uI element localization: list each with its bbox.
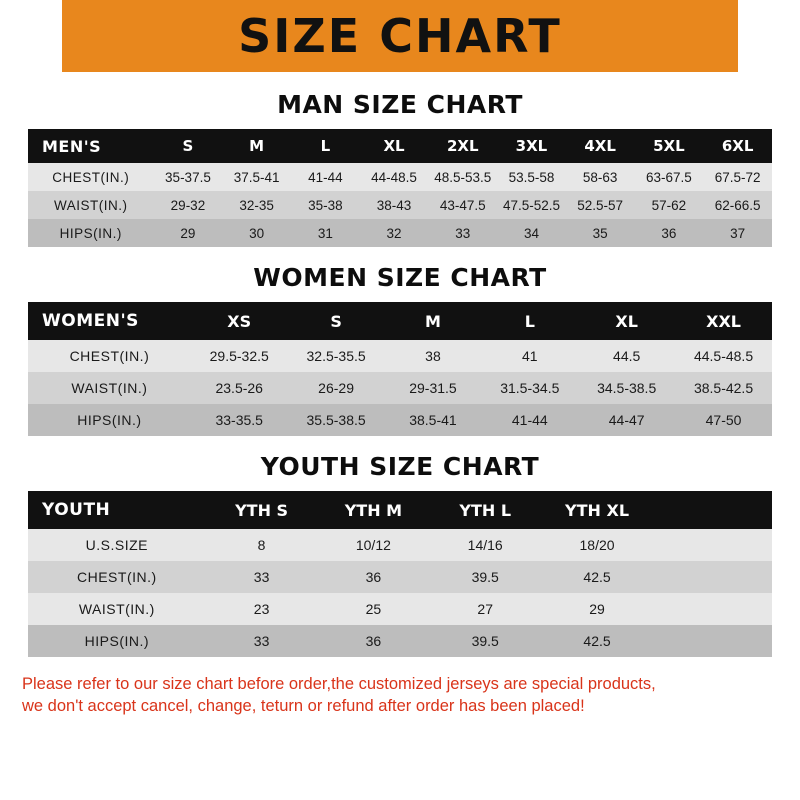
youth-table-row-chest	[28, 561, 772, 593]
men-header-cell-7: 4XL	[584, 137, 616, 155]
youth-table-row-waist	[28, 593, 772, 625]
youth-header-cell-3: YTH L	[459, 500, 512, 520]
youth-chest-spacer	[653, 561, 772, 593]
women-hips-xxl: 47-50	[705, 412, 742, 428]
men-table-row-hips	[28, 219, 772, 247]
men-hips-s: 29	[180, 225, 196, 241]
banner-left-notch	[0, 0, 62, 72]
women-waist-xs: 23.5-26	[215, 380, 263, 396]
youth-waist-m: 25	[365, 601, 382, 617]
women-waist-m: 29-31.5	[409, 380, 457, 396]
page-content	[0, 90, 800, 657]
youth-hips-s: 33	[253, 633, 270, 649]
men-chest-xl: 44-48.5	[371, 169, 417, 185]
women-header-cell-6: XXL	[706, 311, 741, 331]
youth-ussize-s: 8	[257, 537, 266, 553]
men-chest-3xl: 53.5-58	[508, 169, 555, 185]
women-header-cell-4: L	[524, 311, 535, 331]
men-header-cell-8: 5XL	[653, 137, 685, 155]
women-row-label-chest: CHEST(IN.)	[69, 348, 150, 364]
men-waist-6xl: 62-66.5	[714, 197, 761, 213]
men-header-cell-3: L	[320, 137, 331, 155]
youth-chest-m: 36	[365, 569, 382, 585]
women-row-label-hips: HIPS(IN.)	[77, 412, 142, 428]
page-title: SIZE CHART	[238, 9, 562, 63]
men-hips-l: 31	[317, 225, 333, 241]
men-hips-4xl: 35	[592, 225, 608, 241]
youth-ussize-xl: 18/20	[579, 537, 615, 553]
men-hips-6xl: 37	[730, 225, 746, 241]
men-header-cell-6: 3XL	[515, 137, 548, 155]
youth-header-cell-spacer	[653, 491, 772, 529]
women-chest-xs: 29.5-32.5	[209, 348, 269, 364]
women-chest-l: 41	[522, 348, 538, 364]
youth-waist-l: 27	[477, 601, 493, 617]
youth-table-row-hips	[28, 625, 772, 657]
women-waist-l: 31.5-34.5	[500, 380, 560, 396]
men-chest-6xl: 67.5-72	[714, 169, 761, 185]
women-header-cell-0: WOMEN'S	[42, 311, 139, 331]
women-chest-xl: 44.5	[613, 348, 641, 364]
men-header-cell-5: 2XL	[446, 137, 479, 155]
men-waist-s: 29-32	[170, 197, 206, 213]
banner-right-notch	[738, 0, 800, 72]
men-waist-4xl: 52.5-57	[577, 197, 624, 213]
men-waist-2xl: 43-47.5	[439, 197, 486, 213]
women-chest-xxl: 44.5-48.5	[693, 348, 754, 364]
youth-size-table	[28, 491, 772, 657]
youth-ussize-l: 14/16	[467, 537, 503, 553]
women-header-cell-5: XL	[615, 311, 638, 331]
men-waist-l: 35-38	[308, 197, 343, 213]
youth-ussize-spacer	[653, 529, 772, 561]
youth-hips-m: 36	[365, 633, 382, 649]
men-waist-m: 32-35	[239, 197, 274, 213]
youth-row-label-hips: HIPS(IN.)	[84, 633, 150, 649]
women-header-cell-2: S	[330, 311, 342, 331]
men-hips-xl: 32	[386, 225, 402, 241]
women-table-row-chest	[28, 340, 772, 372]
men-hips-5xl: 36	[661, 225, 677, 241]
men-header-cell-1: S	[182, 137, 194, 155]
men-hips-m: 30	[249, 225, 265, 241]
youth-table-row-ussize	[28, 529, 772, 561]
women-hips-l: 41-44	[511, 412, 548, 428]
women-table-row-hips	[28, 404, 772, 436]
men-section-title: MAN SIZE CHART	[277, 90, 523, 119]
women-waist-xxl: 38.5-42.5	[693, 380, 754, 396]
youth-waist-s: 23	[253, 601, 270, 617]
women-hips-m: 38.5-41	[409, 412, 457, 428]
women-hips-xs: 33-35.5	[215, 412, 263, 428]
men-header-cell-0: MEN'S	[42, 136, 102, 156]
youth-chest-l: 39.5	[471, 569, 499, 585]
youth-header-cell-1: YTH S	[235, 500, 289, 520]
youth-header-cell-0: YOUTH	[42, 500, 111, 520]
men-row-label-waist: WAIST(IN.)	[54, 197, 128, 213]
men-header-cell-2: M	[249, 137, 265, 155]
footer-line-1: Please refer to our size chart before order,the customized jerseys are special products,	[22, 675, 656, 693]
youth-waist-xl: 29	[589, 601, 605, 617]
youth-waist-spacer	[653, 593, 772, 625]
men-table-row-waist	[28, 191, 772, 219]
men-chest-4xl: 58-63	[582, 169, 618, 185]
youth-header-cell-4: YTH XL	[565, 500, 630, 520]
men-chest-s: 35-37.5	[165, 169, 211, 185]
men-table-row-chest	[28, 163, 772, 191]
men-chest-5xl: 63-67.5	[645, 169, 692, 185]
women-hips-s: 35.5-38.5	[306, 412, 366, 428]
men-chest-2xl: 48.5-53.5	[434, 169, 492, 185]
youth-header-cell-2: YTH M	[344, 500, 403, 520]
men-row-label-chest: CHEST(IN.)	[52, 169, 130, 185]
men-hips-3xl: 34	[523, 225, 539, 241]
women-chest-m: 38	[425, 348, 441, 364]
women-header-cell-1: XS	[227, 311, 252, 331]
women-waist-xl: 34.5-38.5	[597, 380, 657, 396]
youth-row-label-ussize: U.S.SIZE	[85, 537, 149, 553]
footer-disclaimer	[22, 673, 778, 718]
men-chest-m: 37.5-41	[233, 169, 280, 185]
men-chest-l: 41-44	[308, 169, 343, 185]
youth-row-label-chest: CHEST(IN.)	[77, 569, 157, 585]
footer-line-2: we don't accept cancel, change, teturn or refund after order has been placed!	[22, 697, 585, 716]
women-section-title: WOMEN SIZE CHART	[253, 263, 547, 292]
men-waist-5xl: 57-62	[651, 197, 687, 213]
men-waist-3xl: 47.5-52.5	[502, 197, 560, 213]
men-hips-2xl: 33	[455, 225, 471, 241]
youth-hips-xl: 42.5	[583, 633, 611, 649]
women-header-cell-3: M	[424, 311, 441, 331]
youth-table-header-row	[28, 491, 772, 529]
men-header-cell-4: XL	[383, 137, 405, 155]
page-banner	[0, 0, 800, 72]
women-table-header-row	[28, 302, 772, 340]
men-row-label-hips: HIPS(IN.)	[59, 225, 122, 241]
youth-chest-xl: 42.5	[583, 569, 611, 585]
women-size-table	[28, 302, 772, 436]
youth-hips-l: 39.5	[471, 633, 499, 649]
men-waist-xl: 38-43	[376, 197, 412, 213]
youth-row-label-waist: WAIST(IN.)	[78, 601, 155, 617]
women-row-label-waist: WAIST(IN.)	[71, 380, 148, 396]
youth-chest-s: 33	[253, 569, 270, 585]
men-table-header-row	[28, 129, 772, 163]
youth-section-title: YOUTH SIZE CHART	[260, 452, 540, 481]
youth-hips-spacer	[653, 625, 772, 657]
women-hips-xl: 44-47	[608, 412, 645, 428]
women-chest-s: 32.5-35.5	[306, 348, 366, 364]
youth-ussize-m: 10/12	[355, 537, 391, 553]
men-size-table	[28, 129, 772, 247]
men-header-cell-9: 6XL	[721, 137, 754, 155]
women-waist-s: 26-29	[318, 380, 354, 396]
women-table-row-waist	[28, 372, 772, 404]
